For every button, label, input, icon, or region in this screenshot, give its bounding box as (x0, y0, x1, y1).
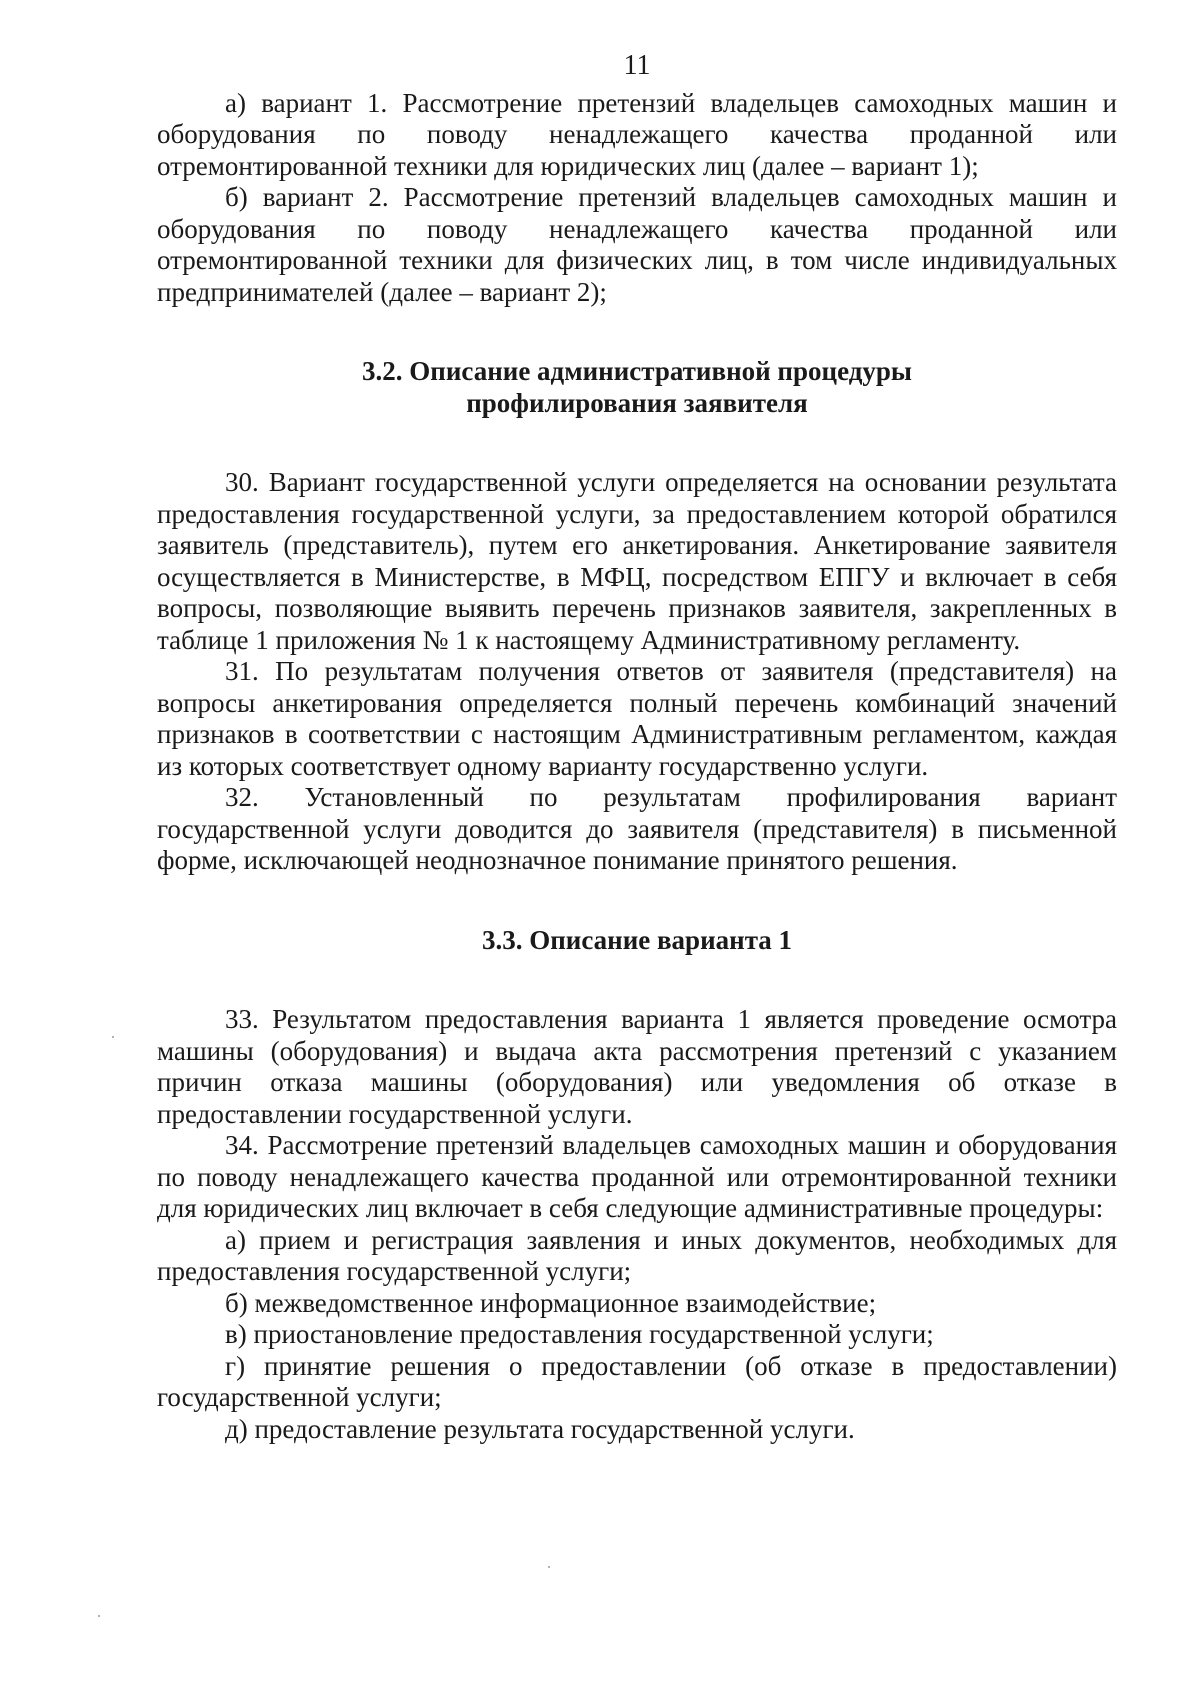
heading-line: профилирования заявителя (466, 387, 808, 418)
section-heading-3-2 (157, 356, 1117, 419)
paragraph-variant-1: а) вариант 1. Рассмотрение претензий владельцев самоходных машин и оборудования по поводу ненадлежащего качества проданной или отремонтированной техники для юридических лиц (далее – вариант 1); (157, 87, 1117, 181)
document-page (157, 50, 1117, 1445)
section-heading-3-3 (157, 925, 1117, 957)
list-item-v: в) приостановление предоставления государственной услуги; (225, 1319, 934, 1349)
scan-speck (98, 1615, 100, 1617)
list-item-g: г) принятие решения о предоставлении (об отказе в предоставлении) государственной услуги; (157, 1350, 1117, 1412)
list-item-d: д) предоставление результата государственной услуги. (225, 1413, 855, 1444)
heading-line: 3.3. Описание варианта 1 (481, 924, 793, 955)
paragraph-32: 32. Установленный по результатам профилирования вариант государственной услуги доводится до заявителя (представителя) в письменной форме, исключающей неоднозначное понимание принятого решения. (157, 782, 1117, 875)
paragraph-variant-2: б) вариант 2. Рассмотрение претензий владельцев самоходных машин и оборудования по поводу ненадлежащего качества проданной или отремонтированной техники для физических лиц, в том числе индивидуальных предпринимателей (далее – вариант 2); (157, 182, 1117, 307)
list-item-b: б) межведомственное информационное взаимодействие; (225, 1287, 877, 1318)
list-item-a: а) прием и регистрация заявления и иных документов, необходимых для предоставления государственной услуги; (157, 1224, 1117, 1286)
paragraph-33: 33. Результатом предоставления варианта 1 является проведение осмотра машины (оборудования) и выдача акта рассмотрения претензий с указанием причин отказа машины (оборудования) или уведомления об отказе в предоставлении государственной услуги. (157, 1004, 1117, 1129)
scan-speck (548, 1566, 550, 1568)
page-number: 11 (623, 50, 651, 81)
paragraph-31: 31. По результатам получения ответов от заявителя (представителя) на вопросы анкетирования определяется полный перечень комбинаций значений признаков в соответствии с настоящим Административным регламентом, каждая из которых соответствует одному варианту государственно услуги. (157, 656, 1117, 781)
scan-speck (112, 1036, 114, 1038)
paragraph-30: 30. Вариант государственной услуги определяется на основании результата предоставления государственной услуги, за предоставлением которой обратился заявитель (представитель), путем его анкетирования. Анкетирование заявителя осуществляется в Министерстве, в МФЦ, посредством ЕПГУ и включает в себя вопросы, позволяющие выявить перечень признаков заявителя, закрепленных в таблице 1 приложения № 1 к настоящему Административному регламенту. (157, 467, 1117, 655)
heading-line: 3.2. Описание административной процедуры (362, 356, 912, 386)
paragraph-34: 34. Рассмотрение претензий владельцев самоходных машин и оборудования по поводу ненадлежащего качества проданной или отремонтированной техники для юридических лиц включает в себя следующие административные процедуры: (157, 1130, 1117, 1223)
